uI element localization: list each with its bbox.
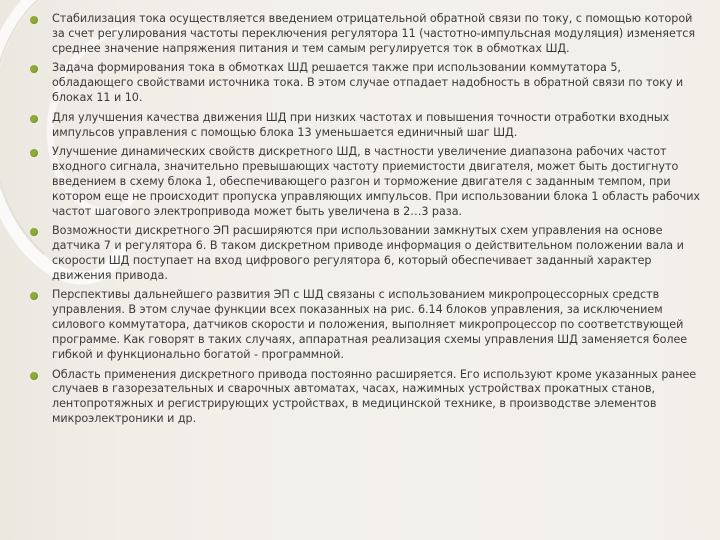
bullet-item <box>24 111 704 141</box>
bullet-text: Область применения дискретного привода постоянно расширяется. Его используют кроме указанных ранее случаев в газорезательных и сварочных автоматах, часах, нажимных устройствах прокатных станов, лентопротяжных и регистрирующих устройствах, в медицинской технике, в производстве элементов микроэлектроники и др. <box>52 367 697 426</box>
bullet-dot-icon <box>30 372 38 380</box>
bullet-dot-icon <box>30 65 38 73</box>
bullet-item <box>24 224 704 284</box>
bullet-text: Возможности дискретного ЭП расширяются при использовании замкнутых схем управления на основе датчика 7 и регулятора 6. В таком дискретном приводе информация о действительном положении вала и скорости ШД поступает на вход цифрового регулятора 6, который обеспечивает заданный характер движения привода. <box>52 224 684 282</box>
bullet-dot-icon <box>30 228 38 236</box>
bullet-text: Задача формирования тока в обмотках ШД решается также при использовании коммутатора 5, обладающего свойствами источника тока. В этом случае отпадает надобность в обратной связи по току и блоках 11 и 10. <box>52 61 684 105</box>
bullet-item <box>24 368 704 428</box>
bullet-text: Улучшение динамических свойств дискретного ШД, в частности увеличение диапазона рабочих частот входного сигнала, значительно превышающих частоту приемистости двигателя, может быть достигнуто введением в схему блока 1, обеспечивающего разгон и торможение двигателя с заданным темпом, при котором еще не происходит пропуска управляющих импульсов. При использовании блока 1 область рабочих частот шагового электропривода может быть увеличена в 2…3 раза. <box>52 145 701 218</box>
bullet-dot-icon <box>30 115 38 123</box>
bullet-text: Перспективы дальнейшего развития ЭП с ШД связаны с использованием микропроцессорных средств управления. В этом случае функции всех показанных на рис. 6.14 блоков управления, за исключением силового коммутатора, датчиков скорости и положения, выполняет микропроцессор по соответствующей программе. Как говорят в таких случаях, аппаратная реализация схемы управления ШД заменяется более гибкой и функционально богатой - программной. <box>52 288 688 361</box>
bullet-dot-icon <box>30 149 38 157</box>
bullet-item <box>24 288 704 363</box>
bullet-item <box>24 12 704 57</box>
bullet-dot-icon <box>30 16 38 24</box>
bullet-dot-icon <box>30 292 38 300</box>
bullet-text: Стабилизация тока осуществляется введением отрицательной обратной связи по току, с помощью которой за счет регулирования частоты переключения регулятора 11 (частотно-импульсная модуляция) изменяется среднее значение напряжения питания и тем самым регулируется ток в обмотках ШД. <box>52 12 696 55</box>
bullet-list <box>24 12 704 432</box>
bullet-text: Для улучшения качества движения ШД при низких частотах и повышения точности отработки входных импульсов управления с помощью блока 13 уменьшается единичный шаг ШД. <box>52 110 670 139</box>
bullet-item <box>24 61 704 106</box>
bullet-item <box>24 145 704 220</box>
